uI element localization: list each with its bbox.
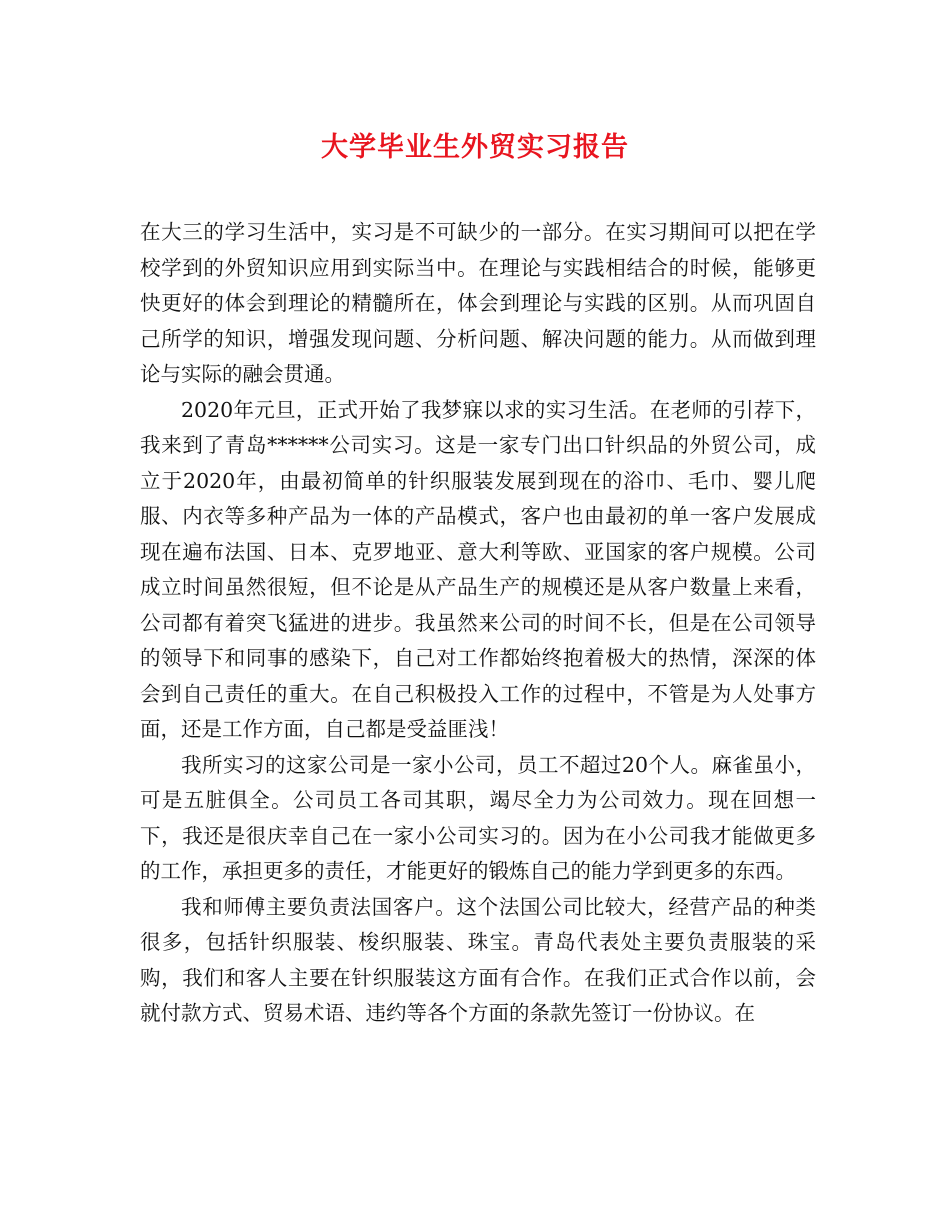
- document-title: 大学毕业生外贸实习报告: [321, 132, 629, 163]
- paragraph-small-company: 我所实习的这家公司是一家小公司，员工不超过20个人。麻雀虽小，可是五脏俱全。公司员工各司其职，竭尽全力为公司效力。现在回想一下，我还是很庆幸自己在一家小公司实习的。因为在小公司我才能做更多的工作，承担更多的责任，才能更好的锻炼自己的能力学到更多的东西。: [140, 752, 816, 883]
- paragraph-company: 2020年元旦，正式开始了我梦寐以求的实习生活。在老师的引荐下，我来到了青岛******公司实习。这是一家专门出口针织品的外贸公司，成立于2020年，由最初简单的针织服装发展到现在的浴巾、毛巾、婴儿爬服、内衣等多种产品为一体的产品模式，客户也由最初的单一客户发展成现在遍布法国、日本、克罗地亚、意大利等欧、亚国家的客户规模。公司成立时间虽然很短，但不论是从产品生产的规模还是从客户数量上来看，公司都有着突飞猛进的进步。我虽然来公司的时间不长，但是在公司领导的领导下和同事的感染下，自己对工作都始终抱着极大的热情，深深的体会到自己责任的重大。在自己积极投入工作的过程中，不管是为人处事方面，还是工作方面，自己都是受益匪浅！: [140, 397, 816, 741]
- paragraph-french-client: 我和师傅主要负责法国客户。这个法国公司比较大，经营产品的种类很多，包括针织服装、梭织服装、珠宝。青岛代表处主要负责服装的采购，我们和客人主要在针织服装这方面有合作。在我们正式合作以前，会就付款方式、贸易术语、违约等各个方面的条款先签订一份协议。在: [140, 894, 816, 1025]
- paragraph-intro: 在大三的学习生活中，实习是不可缺少的一部分。在实习期间可以把在学校学到的外贸知识应用到实际当中。在理论与实践相结合的时候，能够更快更好的体会到理论的精髓所在，体会到理论与实践的区别。从而巩固自己所学的知识，增强发现问题、分析问题、解决问题的能力。从而做到理论与实际的融会贯通。: [140, 220, 816, 386]
- document-body: [140, 215, 816, 1032]
